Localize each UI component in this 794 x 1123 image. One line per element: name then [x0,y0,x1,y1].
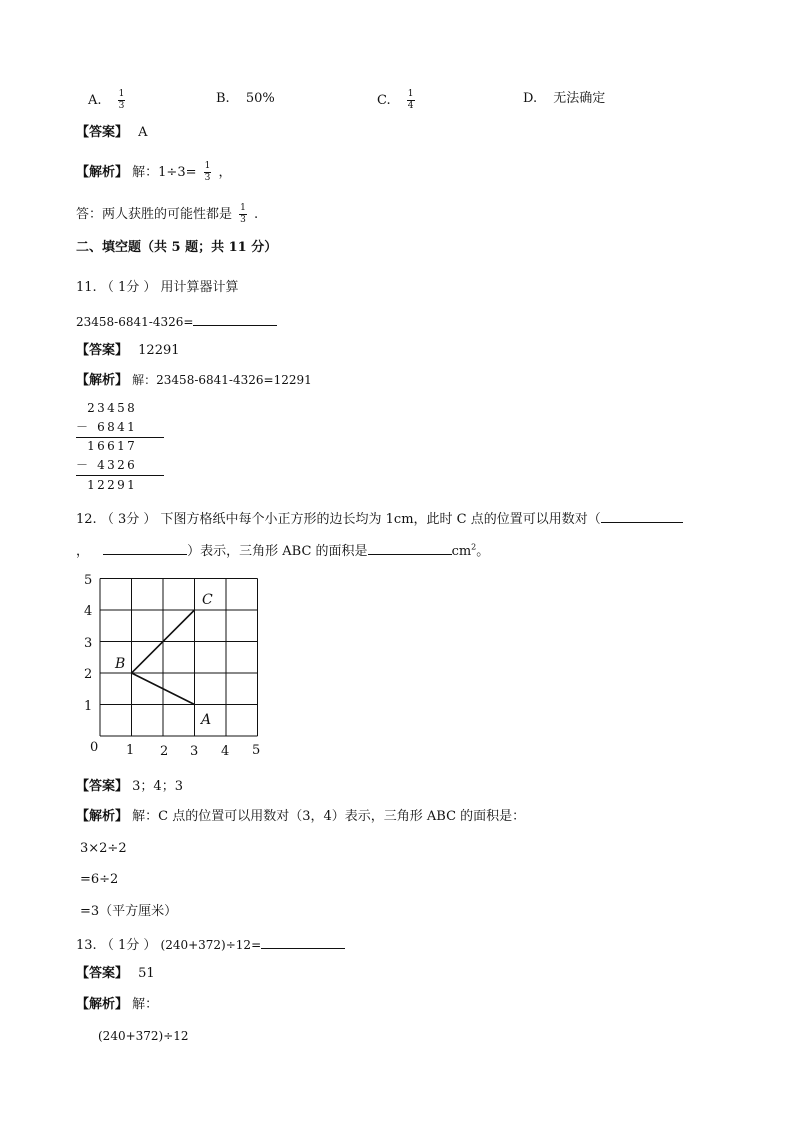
question-prompt: 用计算器计算 [160,280,239,295]
conclusion-text: 答：两人获胜的可能性都是 [76,207,233,222]
option-d-letter: D. [523,91,538,106]
calc-digit: 2 [107,478,115,492]
calc-digit: 5 [117,401,125,415]
analysis-text: 解：1÷3= [132,165,197,180]
question-score: （ 1分 ） [100,938,157,953]
x-tick-0: 0 [90,740,99,755]
q13-answer [76,967,155,980]
calc-digit: 2 [117,458,125,472]
calc-digit: － [76,420,89,434]
q11-expression [76,313,277,328]
y-tick-3: 3 [84,636,93,651]
conclusion-fraction [239,204,247,225]
question-number: 12. [76,512,97,527]
calc-digit: 4 [117,420,125,434]
answer-blank [193,313,277,326]
answer-label: 【答案】 [76,779,129,794]
answer-blank [261,936,345,949]
calc-row-5 [76,479,136,491]
option-d-text: 无法确定 [553,91,606,106]
fraction-den: 3 [204,173,211,183]
line-text: ）表示，三角形 ABC 的面积是 [187,544,368,559]
analysis-text: 解： [132,997,159,1012]
calc-digit: 1 [127,420,135,434]
grid-svg [82,570,282,765]
q12-step-2: =6÷2 [80,872,119,887]
calc-digit: 8 [127,401,135,415]
calc-digit: 1 [127,478,135,492]
option-b [216,92,275,105]
q10-answer [76,126,148,139]
fraction-num: 1 [204,161,211,171]
unit-tail: 。 [476,544,490,559]
calc-digit: 4 [97,458,105,472]
calc-row-1 [76,402,136,414]
answer-blank [368,542,452,555]
x-tick-3: 3 [190,744,199,759]
answer-value: 51 [138,966,155,981]
y-tick-4: 4 [84,604,93,619]
option-a-fraction [118,90,126,111]
x-tick-5: 5 [252,743,261,758]
option-a-num: 1 [118,89,125,99]
q12-step-1: 3×2÷2 [80,841,127,856]
q12-step-3: =3（平方厘米） [80,904,178,919]
analysis-label: 【解析】 [76,373,129,388]
option-a-den: 3 [118,101,125,111]
answer-blank [601,510,683,523]
option-c [377,90,418,111]
calc-digit: 6 [107,439,115,453]
vertical-calculation [76,402,166,497]
answer-label: 【答案】 [76,125,129,140]
option-b-letter: B. [216,91,230,106]
calc-digit: 2 [97,478,105,492]
calc-digit: 1 [87,478,95,492]
x-tick-2: 2 [160,744,169,759]
calc-row-2 [76,421,136,433]
analysis-text: 解：23458-6841-4326=12291 [132,373,312,387]
grid-figure [82,570,282,765]
y-tick-5: 5 [84,573,93,588]
unit: cm [451,544,472,559]
calc-digit: 9 [117,478,125,492]
calc-digit: 4 [107,401,115,415]
calc-digit: 2 [87,401,95,415]
analysis-text: 解：C 点的位置可以用数对（3，4）表示，三角形 ABC 的面积是： [132,809,526,824]
analysis-label: 【解析】 [76,997,129,1012]
analysis-label: 【解析】 [76,165,129,180]
x-tick-1: 1 [126,743,135,758]
question-number: 13. [76,938,97,953]
q10-analysis [76,162,232,183]
q11-header [76,281,239,294]
x-tick-4: 4 [221,744,230,759]
calc-digit: 3 [107,458,115,472]
calc-rule [76,475,164,476]
option-a [88,90,128,111]
analysis-fraction [204,162,212,183]
calc-digit: 8 [107,420,115,434]
calc-digit: 3 [97,401,105,415]
q10-conclusion [76,204,258,225]
option-a-letter: A. [88,93,102,108]
calc-rule [76,437,164,438]
option-c-den: 4 [407,101,414,111]
point-label-b: B [115,656,126,672]
point-label-a: A [201,712,212,728]
answer-value: 12291 [138,343,180,358]
calc-digit: 1 [117,439,125,453]
y-tick-1: 1 [84,699,93,714]
option-c-num: 1 [407,89,414,99]
q12-answer [76,780,183,793]
calc-digit: 6 [97,439,105,453]
answer-blank [103,542,187,555]
option-d [523,92,605,105]
comma: ， [76,544,90,559]
calc-digit: 7 [127,439,135,453]
q12-line2 [76,542,489,558]
q12-header [76,510,683,526]
expression-text: 23458-6841-4326= [76,315,194,329]
question-prompt: 下图方格纸中每个小正方形的边长均为 1cm，此时 C 点的位置可以用数对（ [160,512,601,527]
y-tick-2: 2 [84,667,93,682]
answer-label: 【答案】 [76,966,129,981]
section-title: 二、填空题（共 5 题；共 11 分） [76,240,278,255]
analysis-tail: ， [218,165,232,180]
conclusion-tail: . [254,207,259,222]
calc-row-4 [76,459,136,471]
calc-digit: － [76,458,89,472]
fraction-num: 1 [240,203,246,213]
calc-digit: 1 [87,439,95,453]
option-c-fraction [407,90,415,111]
q12-analysis [76,810,525,823]
calc-digit: 6 [97,420,105,434]
option-b-text: 50% [245,91,275,106]
answer-label: 【答案】 [76,343,129,358]
question-number: 11. [76,280,97,295]
calc-digit: 6 [127,458,135,472]
q13-header [76,936,345,952]
q13-analysis [76,998,158,1011]
analysis-label: 【解析】 [76,809,129,824]
q11-answer [76,344,180,357]
answer-value: 3；4；3 [132,779,183,794]
answer-value: A [138,125,148,140]
point-label-c: C [202,592,213,608]
question-score: （ 1分 ） [100,280,157,295]
option-c-letter: C. [377,93,391,108]
unit-sup: 2 [471,542,477,552]
q11-analysis [76,374,312,387]
fraction-den: 3 [240,215,246,225]
q13-step-1: (240+372)÷12 [98,1029,189,1043]
calc-row-3 [76,440,136,452]
expression-text: (240+372)÷12= [160,938,262,952]
question-score: （ 3分 ） [100,512,157,527]
